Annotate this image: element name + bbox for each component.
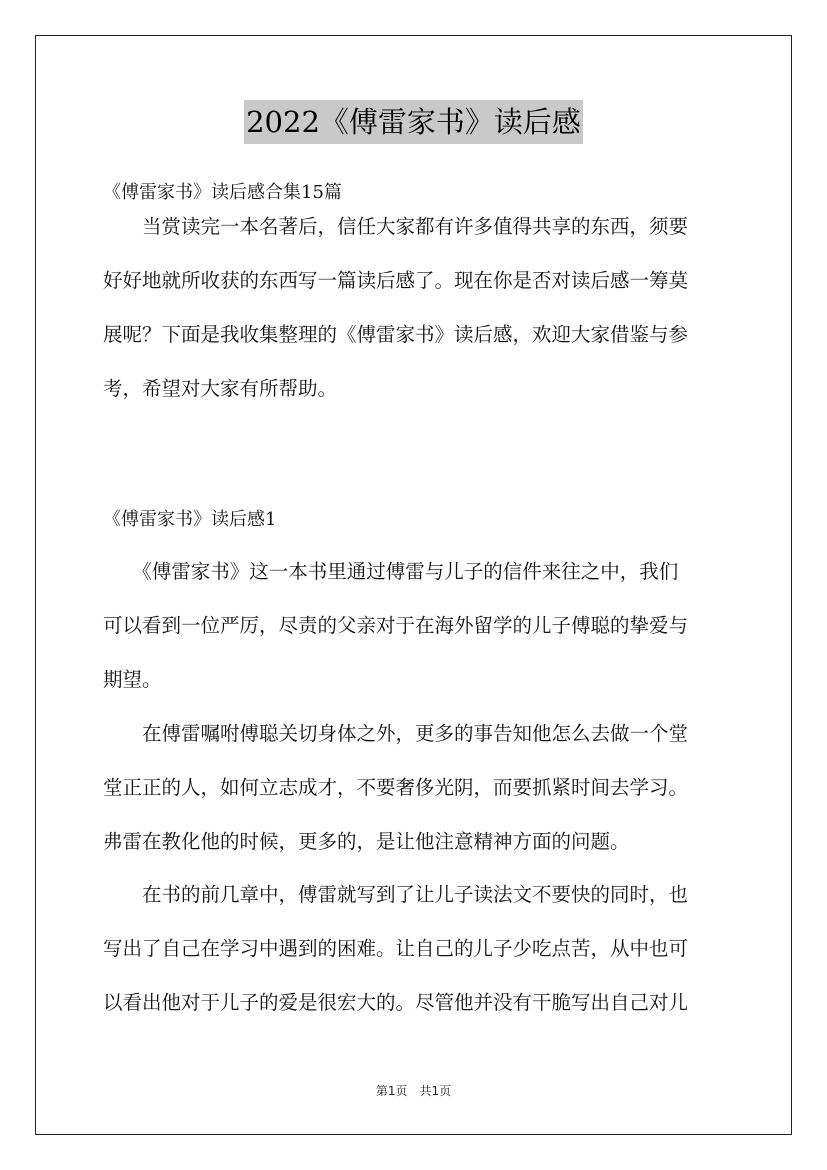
intro-line: 好好地就所收获的东西写一篇读后感了。现在你是否对读后感一筹莫: [103, 269, 689, 292]
intro-line: 当赏读完一本名著后，信任大家都有许多值得共享的东西，须要: [103, 215, 689, 238]
paragraph-1: [103, 545, 729, 707]
section-heading: 《傅雷家书》读后感1: [103, 509, 277, 530]
page-number-footer: 第1页 共1页: [375, 1084, 452, 1098]
paragraph-line: 期望。: [103, 668, 162, 691]
title-container: [0, 100, 827, 144]
intro-line: 考，希望对大家有所帮助。: [103, 377, 338, 400]
paragraph-line: 在书的前几章中，傅雷就写到了让儿子读法文不要快的同时，也: [103, 883, 689, 906]
paragraph-line: 《傅雷家书》这一本书里通过傅雷与儿子的信件来往之中，我们: [103, 560, 679, 583]
document-title: 2022《傅雷家书》读后感: [244, 100, 583, 144]
paragraph-line: 弗雷在教化他的时候，更多的，是让他注意精神方面的问题。: [103, 830, 630, 853]
paragraph-3: [103, 868, 729, 1030]
paragraph-line: 可以看到一位严厉，尽责的父亲对于在海外留学的儿子傅聪的挚爱与: [103, 614, 689, 637]
paragraph-line: 堂正正的人，如何立志成才，不要奢侈光阴，而要抓紧时间去学习。: [103, 776, 689, 799]
intro-paragraph: [103, 200, 729, 416]
intro-line: 展呢？下面是我收集整理的《傅雷家书》读后感，欢迎大家借鉴与参: [103, 323, 689, 346]
paragraph-line: 写出了自己在学习中遇到的困难。让自己的儿子少吃点苦，从中也可: [103, 937, 689, 960]
paragraph-line: 以看出他对于儿子的爱是很宏大的。尽管他并没有干脆写出自己对儿: [103, 991, 689, 1014]
paragraph-2: [103, 707, 729, 869]
paragraph-line: 在傅雷嘱咐傅聪关切身体之外，更多的事告知他怎么去做一个堂: [103, 722, 689, 745]
document-subtitle: 《傅雷家书》读后感合集15篇: [103, 182, 342, 203]
